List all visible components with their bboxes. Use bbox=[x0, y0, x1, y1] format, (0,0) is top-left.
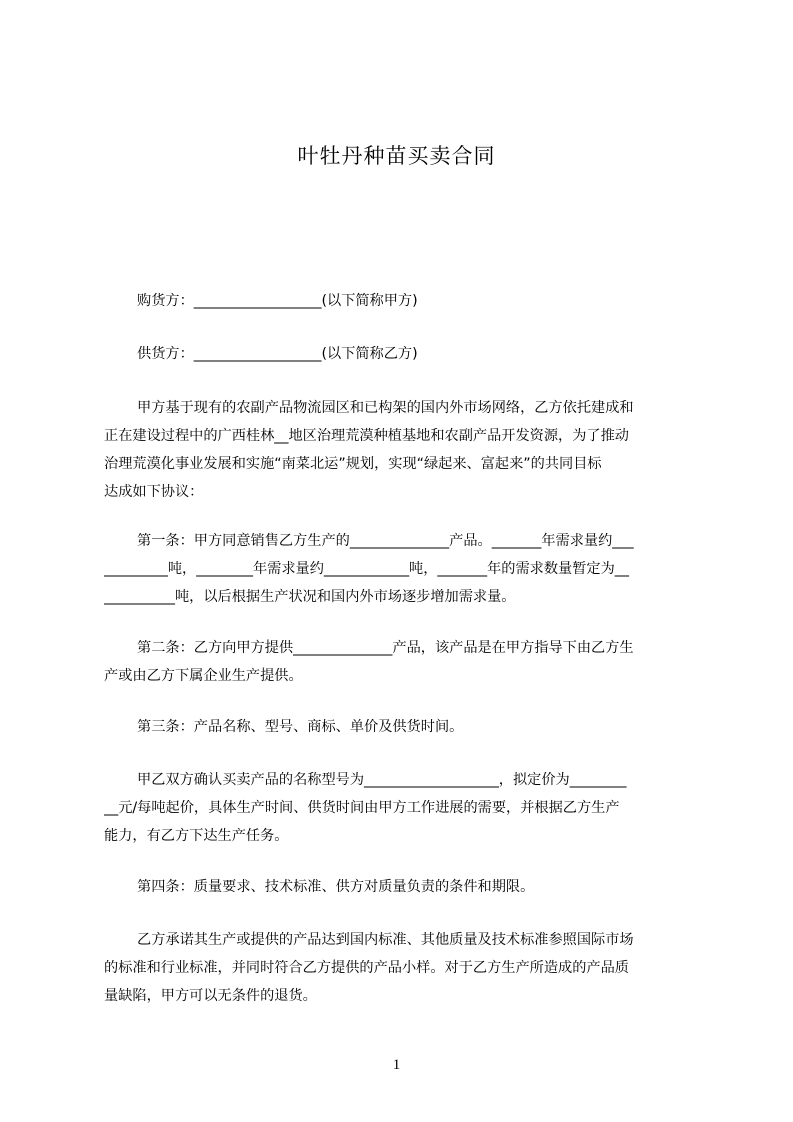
contract-title: 叶牡丹种苗买卖合同 bbox=[297, 144, 496, 168]
article-1-line: _________吨，________年需求量约____________吨，_______年的需求数量暂定为__ bbox=[104, 561, 629, 577]
buyer-text: 购货方：__________________(以下简称甲方) bbox=[137, 293, 418, 309]
article-1 bbox=[104, 527, 701, 611]
intro-line: 正在建设过程中的广西桂林__地区治理荒漠种植基地和农副产品开发资源，为了推动 bbox=[104, 428, 629, 444]
article-3-body bbox=[104, 766, 701, 850]
page-number: 1 bbox=[392, 1057, 401, 1073]
intro-line: 达成如下协议： bbox=[104, 484, 204, 500]
article-3-body-line: __元/每吨起价，具体生产时间、供货时间由甲方工作进展的需要，并根据乙方生产 bbox=[104, 800, 620, 816]
seller-text: 供货方：__________________(以下简称乙方) bbox=[137, 346, 418, 362]
article-4-text: 第四条：质量要求、技术标准、供方对质量负责的条件和期限。 bbox=[137, 879, 535, 895]
article-4-body bbox=[104, 926, 701, 1010]
article-2-line: 第二条：乙方向甲方提供______________产品，该产品是在甲方指导下由乙方生 bbox=[137, 640, 634, 656]
intro-paragraph bbox=[104, 394, 701, 506]
article-4-heading bbox=[104, 873, 701, 901]
seller-line bbox=[104, 340, 701, 368]
article-4-body-line: 的标准和行业标准，并同时符合乙方提供的产品小样。对于乙方生产所造成的产品质 bbox=[104, 960, 629, 976]
article-3-body-line: 能力，有乙方下达生产任务。 bbox=[104, 828, 289, 844]
article-1-line: __________吨，以后根据生产状况和国内外市场逐步增加需求量。 bbox=[104, 589, 516, 605]
article-1-line: 第一条：甲方同意销售乙方生产的______________产品。_______年需求量约___ bbox=[137, 533, 634, 549]
article-4-body-line: 乙方承诺其生产或提供的产品达到国内标准、其他质量及技术标准参照国际市场 bbox=[137, 932, 634, 948]
intro-line: 甲方基于现有的农副产品物流园区和已构架的国内外市场网络，乙方依托建成和 bbox=[137, 400, 634, 416]
intro-line: 治理荒漠化事业发展和实施“南菜北运”规划，实现“绿起来、富起来”的共同目标 bbox=[104, 456, 602, 472]
buyer-line bbox=[104, 287, 701, 315]
article-2 bbox=[104, 634, 701, 690]
article-4-body-line: 量缺陷，甲方可以无条件的退货。 bbox=[104, 988, 317, 1004]
article-3-text: 第三条：产品名称、型号、商标、单价及供货时间。 bbox=[137, 719, 464, 735]
article-3-body-line: 甲乙双方确认买卖产品的名称型号为___________________，拟定价为________ bbox=[137, 772, 627, 788]
article-3-heading bbox=[104, 713, 701, 741]
article-2-line: 产或由乙方下属企业生产提供。 bbox=[104, 668, 303, 684]
